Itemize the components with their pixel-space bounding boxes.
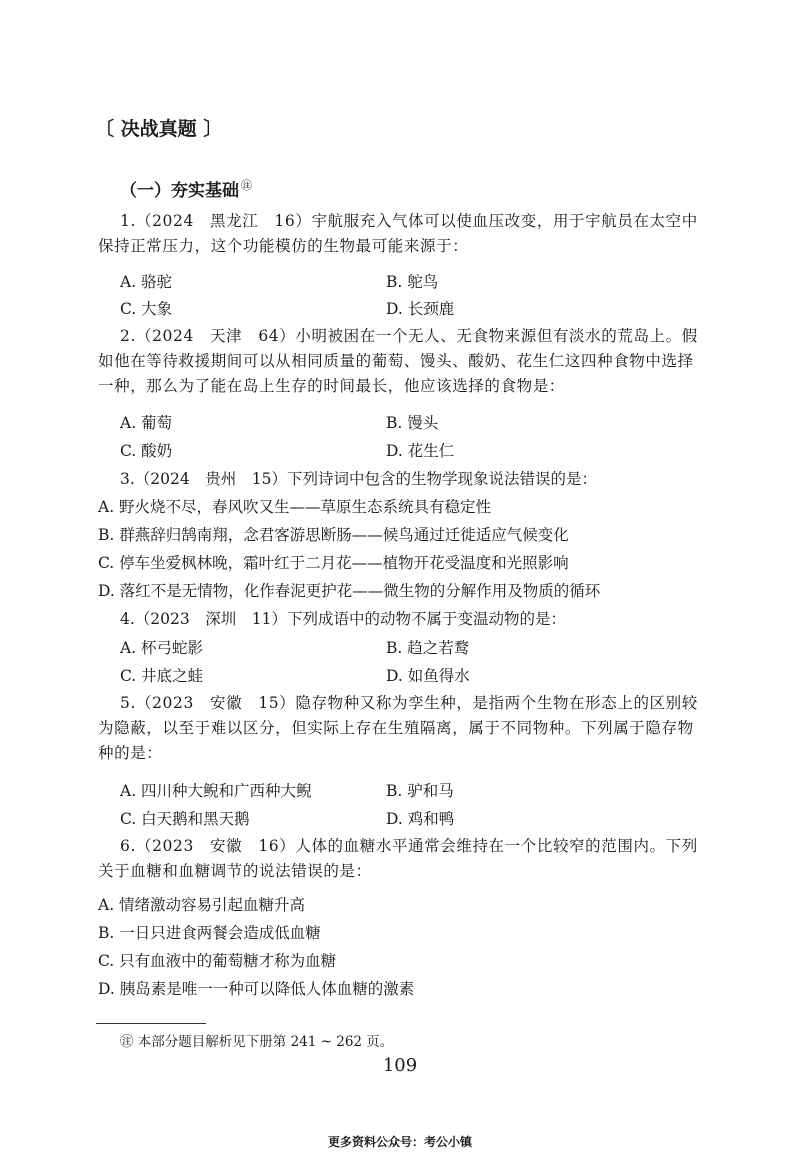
question-3-stem: 3.（2024 贵州 15）下列诗词中包含的生物学现象说法错误的是： [120, 470, 597, 488]
question-6-option-b: B. 一日只进食两餐会造成低血糖 [98, 924, 321, 942]
footnote-divider [96, 1023, 206, 1024]
question-1-option-d: D. 长颈鹿 [386, 300, 455, 318]
question-3-option-c: C. 停车坐爱枫林晚，霜叶红于二月花——植物开花受温度和光照影响 [98, 554, 569, 572]
question-4-stem: 4.（2023 深圳 11）下列成语中的动物不属于变温动物的是： [120, 610, 566, 628]
question-2-option-c: C. 酸奶 [120, 442, 173, 460]
question-6-option-d: D. 胰岛素是唯一一种可以降低人体血糖的激素 [98, 980, 415, 998]
footnote: ㊟ 本部分题目解析见下册第 241 ~ 262 页。 [120, 1034, 394, 1050]
question-1-stem: 1.（2024 黑龙江 16）宇航服充入气体可以使血压改变，用于宇航员在太空中保持正常压力，这个功能模仿的生物最可能来源于： [98, 212, 698, 255]
question-2-option-a: A. 葡萄 [120, 414, 173, 432]
question-6-stem: 6.（2023 安徽 16）人体的血糖水平通常会维持在一个比较窄的范围内。下列关于血糖和血糖调节的说法错误的是： [98, 837, 698, 880]
subsection-title-text: （一）夯实基础 [120, 181, 239, 201]
page-number: 109 [382, 1055, 418, 1076]
question-5-option-c: C. 白天鹅和黑天鹅 [120, 810, 250, 828]
footnote-mark-icon: ㊟ [241, 179, 252, 193]
watermark-text: 更多资料公众号：考公小镇 [327, 1135, 472, 1149]
question-4-option-d: D. 如鱼得水 [386, 667, 470, 685]
question-3-option-b: B. 群燕辞归鹄南翔，念君客游思断肠——候鸟通过迁徙适应气候变化 [98, 526, 569, 544]
question-1-option-c: C. 大象 [120, 300, 173, 318]
question-2-stem: 2.（2024 天津 64）小明被困在一个无人、无食物来源但有淡水的荒岛上。假如他在等待救援期间可以从相同质量的葡萄、馒头、酸奶、花生仁这四种食物中选择一种，那么为了能在岛上生存的时间最长，他应该选择的食物是： [98, 327, 698, 395]
question-6-option-a: A. 情绪激动容易引起血糖升高 [98, 896, 306, 914]
question-5-option-b: B. 驴和马 [386, 782, 454, 800]
question-3-option-d: D. 落红不是无情物，化作春泥更护花——微生物的分解作用及物质的循环 [98, 582, 601, 600]
question-4-option-a: A. 杯弓蛇影 [120, 639, 204, 657]
question-1-option-a: A. 骆驼 [120, 273, 173, 291]
question-2-option-d: D. 花生仁 [386, 442, 455, 460]
section-heading: 〔 决战真题 〕 [95, 118, 223, 140]
question-4-option-b: B. 趋之若鹜 [386, 639, 470, 657]
subsection-title [120, 176, 252, 201]
question-3-option-a: A. 野火烧不尽，春风吹又生——草原生态系统具有稳定性 [98, 498, 492, 516]
question-6-option-c: C. 只有血液中的葡萄糖才称为血糖 [98, 952, 337, 970]
question-5-stem: 5.（2023 安徽 15）隐存物种又称为孪生种，是指两个生物在形态上的区别较为隐蔽，以至于难以区分，但实际上存在生殖隔离，属于不同物种。下列属于隐存物种的是： [98, 694, 698, 762]
question-2-option-b: B. 馒头 [386, 414, 439, 432]
question-5-option-d: D. 鸡和鸭 [386, 810, 455, 828]
question-1-option-b: B. 鸵鸟 [386, 273, 439, 291]
question-5-option-a: A. 四川种大鲵和广西种大鲵 [120, 782, 312, 800]
question-4-option-c: C. 井底之蛙 [120, 667, 204, 685]
